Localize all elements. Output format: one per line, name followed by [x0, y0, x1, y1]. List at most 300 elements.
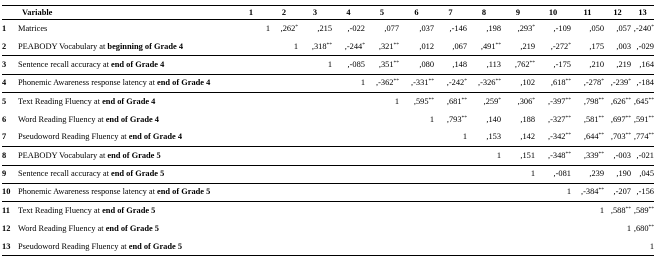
- correlation-cell: [631, 201, 654, 219]
- correlation-cell: [434, 165, 467, 183]
- significance-marker: **: [393, 41, 399, 48]
- correlation-cell: [501, 56, 535, 74]
- variable-timepoint: end of Grade 4: [111, 59, 165, 69]
- correlation-cell: [232, 201, 270, 219]
- correlation-cell: [501, 147, 535, 165]
- correlation-cell: [399, 110, 434, 128]
- correlation-cell: [399, 147, 434, 165]
- correlation-cell: [232, 20, 270, 38]
- significance-marker: **: [565, 78, 571, 85]
- correlation-cell: [270, 110, 298, 128]
- table-row: [2, 20, 654, 38]
- header-col-6: 6: [399, 6, 434, 20]
- correlation-value: ,102: [520, 78, 535, 88]
- correlation-cell: [232, 110, 270, 128]
- correlation-value: ,-242: [446, 78, 465, 88]
- table-row: [2, 74, 654, 92]
- correlation-value: ,645: [633, 96, 649, 106]
- variable-label: Pseudoword Reading Fluency at: [18, 241, 129, 251]
- correlation-value: ,588: [610, 205, 626, 215]
- correlation-cell: [631, 183, 654, 201]
- correlation-cell: [232, 56, 270, 74]
- correlation-cell: [535, 56, 571, 74]
- correlation-value: ,164: [639, 59, 654, 69]
- correlation-cell: [365, 20, 399, 38]
- significance-marker: **: [625, 132, 631, 139]
- correlation-cell: [298, 129, 332, 147]
- correlation-value: ,644: [583, 132, 599, 142]
- correlation-cell: [604, 183, 631, 201]
- significance-marker: *: [498, 96, 501, 103]
- correlation-value: 1: [626, 223, 631, 233]
- significance-marker: **: [648, 132, 654, 139]
- correlation-cell: [399, 56, 434, 74]
- correlation-cell: [270, 129, 298, 147]
- variable-timepoint: end of Grade 5: [157, 187, 211, 197]
- correlation-cell: [571, 201, 604, 219]
- correlation-cell: [232, 147, 270, 165]
- correlation-cell: [332, 201, 365, 219]
- significance-marker: *: [362, 41, 365, 48]
- correlation-cell: [332, 92, 365, 110]
- correlation-cell: [434, 147, 467, 165]
- correlation-value: ,-184: [636, 78, 654, 88]
- correlation-value: ,-081: [553, 169, 571, 179]
- significance-marker: **: [598, 150, 604, 157]
- correlation-cell: [631, 238, 654, 256]
- correlation-value: ,-109: [553, 23, 571, 33]
- correlation-cell: [631, 92, 654, 110]
- correlation-cell: [631, 38, 654, 56]
- correlation-value: ,219: [520, 41, 535, 51]
- correlation-value: ,140: [486, 114, 501, 124]
- correlation-value: ,-029: [636, 41, 654, 51]
- variable-label: Phonemic Awareness response latency at: [18, 78, 158, 88]
- correlation-cell: [298, 183, 332, 201]
- correlation-value: ,142: [520, 132, 535, 142]
- table-row: [2, 201, 654, 219]
- variable-label: Pseudoword Reading Fluency at: [18, 132, 129, 142]
- correlation-cell: [434, 20, 467, 38]
- correlation-cell: [332, 38, 365, 56]
- row-number: 5: [2, 92, 18, 110]
- significance-marker: **: [648, 96, 654, 103]
- variable-name: [18, 38, 232, 56]
- correlation-value: ,-003: [613, 150, 631, 160]
- correlation-cell: [365, 38, 399, 56]
- correlation-value: ,798: [583, 96, 599, 106]
- correlation-cell: [604, 220, 631, 238]
- correlation-cell: [571, 38, 604, 56]
- correlation-cell: [298, 238, 332, 256]
- correlation-value: ,293: [517, 23, 533, 33]
- correlation-value: ,198: [486, 23, 501, 33]
- variable-timepoint: end of Grade 5: [128, 241, 183, 251]
- correlation-cell: [631, 56, 654, 74]
- significance-marker: **: [393, 59, 399, 66]
- correlation-cell: [467, 165, 501, 183]
- correlation-value: ,077: [384, 23, 399, 33]
- row-number: 6: [2, 114, 7, 124]
- correlation-value: 1: [530, 169, 535, 179]
- correlation-cell: [399, 74, 434, 92]
- correlation-cell: [501, 74, 535, 92]
- correlation-cell: [298, 74, 332, 92]
- correlation-value: ,210: [589, 59, 604, 69]
- correlation-value: ,-244: [344, 41, 363, 51]
- correlation-cell: [332, 147, 365, 165]
- correlation-cell: [467, 183, 501, 201]
- significance-marker: **: [428, 78, 434, 85]
- correlation-cell: [365, 183, 399, 201]
- table-header-row: [2, 6, 654, 20]
- significance-marker: **: [565, 150, 571, 157]
- row-number: 10: [2, 183, 18, 201]
- correlation-cell: [571, 74, 604, 92]
- correlation-cell: [365, 165, 399, 183]
- correlation-cell: [631, 147, 654, 165]
- significance-marker: **: [625, 96, 631, 103]
- correlation-cell: [501, 38, 535, 56]
- correlation-cell: [571, 220, 604, 238]
- header-col-10: 10: [535, 6, 571, 20]
- correlation-cell: [604, 238, 631, 256]
- correlation-value: ,262: [280, 23, 296, 33]
- row-number: 12: [2, 223, 11, 233]
- correlation-cell: [434, 129, 467, 147]
- correlation-cell: [232, 220, 270, 238]
- correlation-value: ,-331: [411, 78, 429, 88]
- significance-marker: **: [565, 132, 571, 139]
- correlation-cell: [365, 92, 399, 110]
- correlation-value: ,618: [550, 78, 566, 88]
- variable-label: Matrices: [18, 23, 48, 33]
- variable-name: [18, 220, 232, 238]
- correlation-cell: [365, 129, 399, 147]
- correlation-value: ,057: [616, 23, 631, 33]
- correlation-cell: [270, 147, 298, 165]
- correlation-cell: [604, 92, 631, 110]
- correlation-cell: [399, 92, 434, 110]
- correlation-cell: [399, 220, 434, 238]
- correlation-cell: [501, 238, 535, 256]
- header-col-5: 5: [365, 6, 399, 20]
- correlation-cell: [434, 38, 467, 56]
- correlation-cell: [631, 20, 654, 38]
- variable-label: Sentence recall accuracy at: [18, 169, 111, 179]
- correlation-value: ,-239: [610, 78, 629, 88]
- correlation-cell: [571, 183, 604, 201]
- correlation-cell: [631, 220, 654, 238]
- correlation-cell: [467, 92, 501, 110]
- variable-label: Text Reading Fluency at: [18, 96, 103, 106]
- correlation-value: ,067: [452, 41, 467, 51]
- correlation-cell: [365, 220, 399, 238]
- significance-marker: *: [532, 96, 535, 103]
- variable-name: [18, 129, 232, 147]
- row-number: 4: [2, 74, 18, 92]
- correlation-cell: [535, 92, 571, 110]
- correlation-cell: [631, 129, 654, 147]
- correlation-cell: [270, 165, 298, 183]
- correlation-cell: [535, 220, 571, 238]
- correlation-cell: [571, 129, 604, 147]
- variable-timepoint: end of Grade 5: [111, 169, 165, 179]
- correlation-value: ,037: [419, 23, 434, 33]
- table-row: [2, 147, 654, 165]
- correlation-value: ,-175: [553, 59, 571, 69]
- correlation-value: ,595: [413, 96, 429, 106]
- correlation-cell: [535, 201, 571, 219]
- correlation-value: ,-156: [636, 187, 654, 197]
- correlation-value: ,003: [616, 41, 631, 51]
- header-row-number-cell: [2, 6, 18, 20]
- correlation-value: ,318: [311, 41, 327, 51]
- variable-name: [18, 20, 232, 38]
- header-col-9: 9: [501, 6, 535, 20]
- correlation-cell: [298, 147, 332, 165]
- correlation-cell: [571, 165, 604, 183]
- correlation-value: ,793: [446, 114, 462, 124]
- correlation-cell: [501, 92, 535, 110]
- variable-label: Word Reading Fluency at: [18, 114, 106, 124]
- correlation-value: ,-327: [548, 114, 566, 124]
- correlation-value: ,-085: [347, 59, 365, 69]
- correlation-value: ,-240: [633, 23, 652, 33]
- correlation-value: ,148: [452, 59, 467, 69]
- correlation-cell: [332, 220, 365, 238]
- correlation-cell: [365, 56, 399, 74]
- table-row: [2, 220, 654, 238]
- correlation-cell: [604, 38, 631, 56]
- correlation-cell: [501, 220, 535, 238]
- significance-marker: **: [648, 114, 654, 121]
- correlation-cell: [467, 238, 501, 256]
- significance-marker: **: [598, 114, 604, 121]
- significance-marker: **: [529, 59, 535, 66]
- significance-marker: *: [601, 78, 604, 85]
- correlation-cell: [604, 56, 631, 74]
- correlation-value: ,306: [517, 96, 533, 106]
- correlation-cell: [467, 20, 501, 38]
- correlation-cell: [434, 220, 467, 238]
- correlation-cell: [604, 201, 631, 219]
- variable-timepoint: beginning of Grade 4: [107, 41, 184, 51]
- significance-marker: **: [625, 205, 631, 212]
- significance-marker: *: [651, 23, 654, 30]
- correlation-cell: [535, 129, 571, 147]
- correlation-value: ,012: [419, 41, 434, 51]
- correlation-cell: [399, 165, 434, 183]
- variable-name: [18, 110, 232, 128]
- significance-marker: **: [565, 114, 571, 121]
- correlation-cell: [434, 110, 467, 128]
- correlation-cell: [467, 110, 501, 128]
- correlation-value: ,491: [480, 41, 496, 51]
- table-row: [2, 92, 654, 110]
- correlation-cell: [571, 56, 604, 74]
- significance-marker: *: [628, 78, 631, 85]
- row-number: 8: [2, 147, 18, 165]
- correlation-value: ,153: [486, 132, 501, 142]
- correlation-cell: [604, 147, 631, 165]
- variable-name: [18, 56, 232, 74]
- correlation-cell: [571, 238, 604, 256]
- correlation-value: ,680: [633, 223, 649, 233]
- correlation-value: ,-397: [548, 96, 566, 106]
- correlation-cell: [332, 110, 365, 128]
- correlation-cell: [399, 38, 434, 56]
- correlation-value: ,681: [446, 96, 462, 106]
- correlation-cell: [535, 165, 571, 183]
- variable-label: PEABODY Vocabulary at: [18, 41, 108, 51]
- correlation-cell: [571, 92, 604, 110]
- significance-marker: **: [598, 187, 604, 194]
- header-col-8: 8: [467, 6, 501, 20]
- row-number: 9: [2, 165, 18, 183]
- significance-marker: **: [461, 96, 467, 103]
- significance-marker: **: [598, 132, 604, 139]
- correlation-value: 1: [566, 187, 571, 197]
- correlation-value: ,774: [633, 132, 649, 142]
- row-number: 2: [2, 41, 7, 51]
- correlation-value: ,589: [633, 205, 649, 215]
- row-number: 11: [2, 201, 18, 219]
- correlation-value: ,591: [633, 114, 649, 124]
- correlation-cell: [604, 110, 631, 128]
- correlation-cell: [365, 74, 399, 92]
- correlation-value: ,-022: [347, 23, 365, 33]
- correlation-cell: [434, 74, 467, 92]
- correlation-cell: [270, 20, 298, 38]
- correlation-cell: [434, 56, 467, 74]
- correlation-cell: [467, 201, 501, 219]
- correlation-value: ,703: [610, 132, 626, 142]
- significance-marker: **: [393, 78, 399, 85]
- correlation-cell: [232, 238, 270, 256]
- correlation-value: ,113: [486, 59, 501, 69]
- correlation-cell: [571, 147, 604, 165]
- correlation-cell: [232, 38, 270, 56]
- variable-name: [18, 147, 232, 165]
- correlation-cell: [332, 238, 365, 256]
- table-row: [2, 129, 654, 147]
- correlation-cell: [270, 220, 298, 238]
- variable-label: Word Reading Fluency at: [18, 223, 106, 233]
- correlation-value: 1: [394, 96, 399, 106]
- significance-marker: *: [464, 78, 467, 85]
- correlation-cell: [631, 74, 654, 92]
- correlation-value: ,190: [616, 169, 631, 179]
- variable-label: Phonemic Awareness response latency at: [18, 187, 158, 197]
- correlation-value: ,188: [520, 114, 535, 124]
- correlation-cell: [501, 201, 535, 219]
- row-number: 13: [2, 238, 18, 256]
- correlation-cell: [332, 74, 365, 92]
- table-row: [2, 110, 654, 128]
- correlation-cell: [332, 56, 365, 74]
- correlation-value: ,050: [589, 23, 604, 33]
- variable-name: [18, 165, 232, 183]
- correlation-value: ,219: [616, 59, 631, 69]
- correlation-cell: [399, 129, 434, 147]
- variable-label: Sentence recall accuracy at: [18, 59, 111, 69]
- variable-label: PEABODY Vocabulary at: [18, 150, 108, 160]
- correlation-cell: [501, 129, 535, 147]
- significance-marker: **: [648, 205, 654, 212]
- header-col-12: 12: [604, 6, 631, 20]
- correlation-cell: [365, 238, 399, 256]
- significance-marker: **: [495, 41, 501, 48]
- correlation-cell: [501, 110, 535, 128]
- correlation-value: ,215: [317, 23, 332, 33]
- correlation-cell: [298, 20, 332, 38]
- variable-timepoint: end of Grade 4: [157, 78, 211, 88]
- correlation-value: 1: [462, 132, 467, 142]
- correlation-cell: [434, 183, 467, 201]
- correlation-cell: [631, 110, 654, 128]
- significance-marker: **: [625, 114, 631, 121]
- correlation-cell: [571, 110, 604, 128]
- correlation-value: ,762: [514, 59, 530, 69]
- correlation-cell: [604, 165, 631, 183]
- correlation-cell: [232, 183, 270, 201]
- header-col-7: 7: [434, 6, 467, 20]
- significance-marker: **: [326, 41, 332, 48]
- correlation-cell: [604, 129, 631, 147]
- variable-timepoint: end of Grade 4: [105, 114, 159, 124]
- variable-name: [18, 92, 232, 110]
- correlation-cell: [467, 129, 501, 147]
- correlation-cell: [270, 38, 298, 56]
- significance-marker: *: [532, 23, 535, 30]
- correlation-cell: [332, 129, 365, 147]
- variable-name: [18, 183, 232, 201]
- correlation-cell: [434, 201, 467, 219]
- correlation-cell: [332, 183, 365, 201]
- significance-marker: **: [598, 96, 604, 103]
- correlation-cell: [501, 183, 535, 201]
- correlation-cell: [365, 201, 399, 219]
- header-variable: Variable: [18, 6, 232, 20]
- correlation-cell: [535, 74, 571, 92]
- row-number: 3: [2, 56, 18, 74]
- correlation-cell: [232, 92, 270, 110]
- correlation-value: 1: [429, 114, 434, 124]
- correlation-cell: [535, 110, 571, 128]
- correlation-cell: [467, 56, 501, 74]
- correlation-cell: [535, 20, 571, 38]
- correlation-value: ,-207: [613, 187, 631, 197]
- correlation-value: ,351: [378, 59, 394, 69]
- correlation-cell: [232, 74, 270, 92]
- header-col-3: 3: [298, 6, 332, 20]
- correlation-cell: [467, 74, 501, 92]
- correlation-value: ,259: [483, 96, 499, 106]
- table-row: [2, 165, 654, 183]
- correlation-cell: [270, 56, 298, 74]
- correlation-cell: [298, 220, 332, 238]
- table-body: [2, 20, 654, 256]
- header-col-4: 4: [332, 6, 365, 20]
- correlation-cell: [270, 201, 298, 219]
- correlation-cell: [571, 20, 604, 38]
- correlation-cell: [270, 238, 298, 256]
- correlation-cell: [298, 165, 332, 183]
- correlation-cell: [399, 20, 434, 38]
- table-row: [2, 56, 654, 74]
- correlation-cell: [399, 183, 434, 201]
